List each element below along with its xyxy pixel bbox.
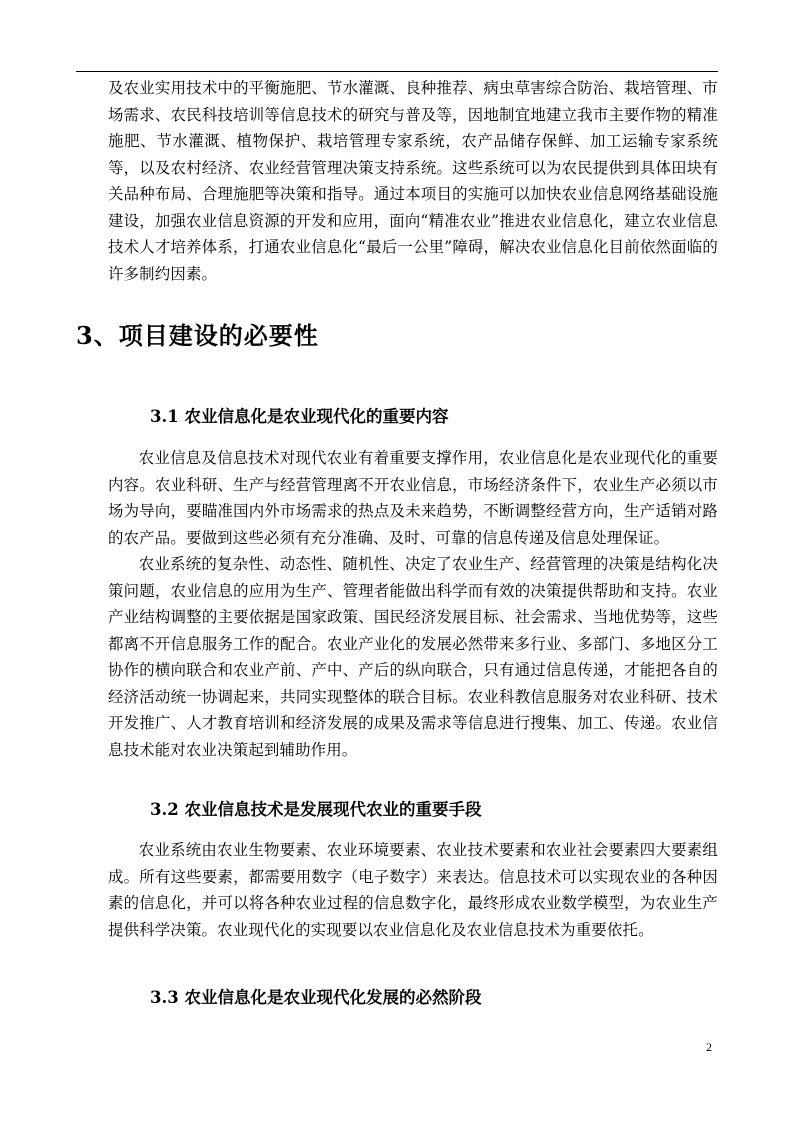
- subsection-3-2: [108, 797, 718, 943]
- subsection-heading: 3.3 农业信息化是农业现代化发展的必然阶段: [150, 988, 482, 1007]
- page-number: 2: [706, 1040, 712, 1054]
- subsection-heading: 3.2 农业信息技术是发展现代农业的重要手段: [150, 800, 482, 819]
- header-rule: [76, 71, 718, 72]
- subsection-heading: 3.1 农业信息化是农业现代化的重要内容: [150, 407, 449, 426]
- body-paragraph: 农业系统的复杂性、动态性、随机性、决定了农业生产、经营管理的决策是结构化决策问题，农业信息的应用为生产、管理者能做出科学而有效的决策提供帮助和支持。农业产业结构调整的主要依据是国家政策、国民经济发展目标、社会需求、当地优势等，这些都离不开信息服务工作的配合。农业产业化的发展必然带来多行业、多部门、多地区分工协作的横向联合和农业产前、产中、产后的纵向联合，只有通过信息传递，才能把各自的经济活动统一协调起来，共同实现整体的联合目标。农业科教信息服务对农业科研、技术开发推广、人才教育培训和经济发展的成果及需求等信息进行搜集、加工、传递。农业信息技术能对农业决策起到辅助作用。: [108, 555, 718, 759]
- section-heading: 3、项目建设的必要性: [76, 321, 319, 350]
- continuation-paragraph: 及农业实用技术中的平衡施肥、节水灌溉、良种推荐、病虫草害综合防治、栽培管理、市场需求、农民科技培训等信息技术的研究与普及等，因地制宜地建立我市主要作物的精准施肥、节水灌溉、植物保护、栽培管理专家系统，农产品储存保鲜、加工运输专家系统等，以及农村经济、农业经营管理决策支持系统。这些系统可以为农民提供到具体田块有关品种布局、合理施肥等决策和指导。通过本项目的实施可以加快农业信息网络基础设施建设，加强农业信息资源的开发和应用，面向“精准农业”推进农业信息化，建立农业信息技术人才培养体系，打通农业信息化“最后一公里”障碍，解决农业信息化目前依然面临的许多制约因素。: [108, 79, 718, 283]
- subsection-3-1: [108, 404, 718, 763]
- subsection-3-3: [108, 985, 718, 1011]
- body-paragraph: 农业系统由农业生物要素、农业环境要素、农业技术要素和农业社会要素四大要素组成。所有这些要素，都需要用数字（电子数字）来表达。信息技术可以实现农业的各种因素的信息化，并可以将各种农业过程的信息数字化，最终形成农业数学模型，为农业生产提供科学决策。农业现代化的实现要以农业信息化及农业信息技术为重要依托。: [108, 841, 718, 939]
- continuation-block: [108, 75, 718, 287]
- body-paragraph: 农业信息及信息技术对现代农业有着重要支撑作用，农业信息化是农业现代化的重要内容。农业科研、生产与经营管理离不开农业信息，市场经济条件下，农业生产必须以市场为导向，要瞄准国内外市场需求的热点及未来趋势，不断调整经营方向，生产适销对路的农产品。要做到这些必须有充分准确、及时、可靠的信息传递及信息处理保证。: [108, 449, 718, 547]
